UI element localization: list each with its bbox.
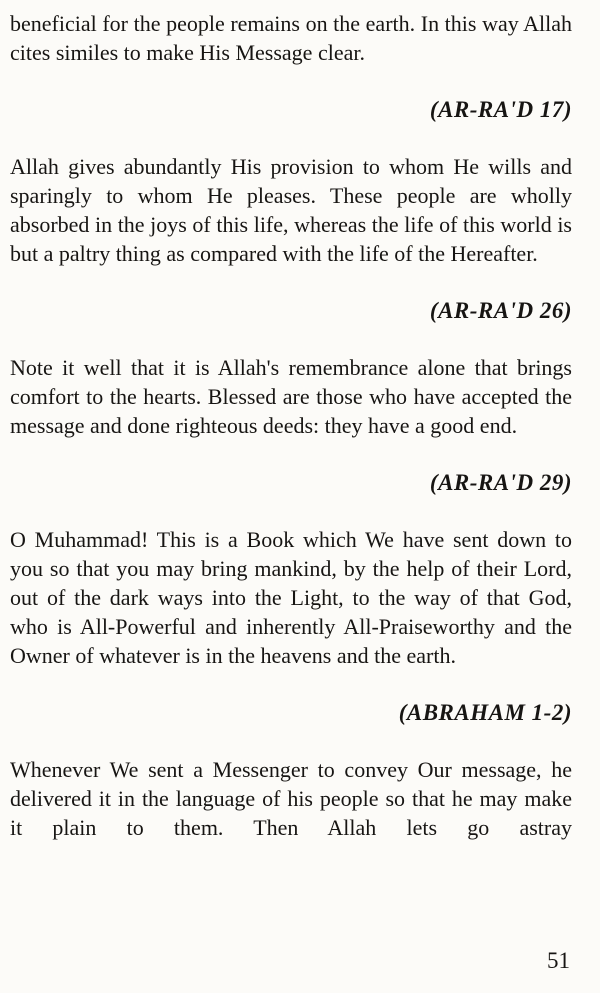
body-paragraph: O Muhammad! This is a Book which We have sent down to you so that you may bring mankind, by the help of their Lord, out of the dark ways into the Light, to the way of that God, who is All-Powerful and inherently All-Praiseworthy and the Owner of whatever is in the heavens and the earth. xyxy=(10,527,572,668)
body-paragraph: Whenever We sent a Messenger to convey Our message, he delivered it in the language of his people so that he may make it plain to them. Then Allah lets go astray xyxy=(10,757,572,840)
body-paragraph: Allah gives abundantly His provision to whom He wills and sparingly to whom He pleases. These people are wholly absorbed in the joys of this life, whereas the life of this world is but a paltry thing as compared with the life of the Hereafter. xyxy=(10,154,572,266)
page-number: 51 xyxy=(547,948,570,973)
verse-citation: (AR-RA'D 29) xyxy=(429,470,572,495)
verse-citation: (AR-RA'D 26) xyxy=(429,298,572,323)
body-paragraph: Note it well that it is Allah's remembrance alone that brings comfort to the hearts. Blessed are those who have accepted the message and done righteous deeds: they have a good end. xyxy=(10,355,572,438)
verse-citation: (ABRAHAM 1-2) xyxy=(398,700,572,725)
body-paragraph: beneficial for the people remains on the earth. In this way Allah cites similes to make His Message clear. xyxy=(10,11,572,65)
verse-citation: (AR-RA'D 17) xyxy=(429,97,572,122)
